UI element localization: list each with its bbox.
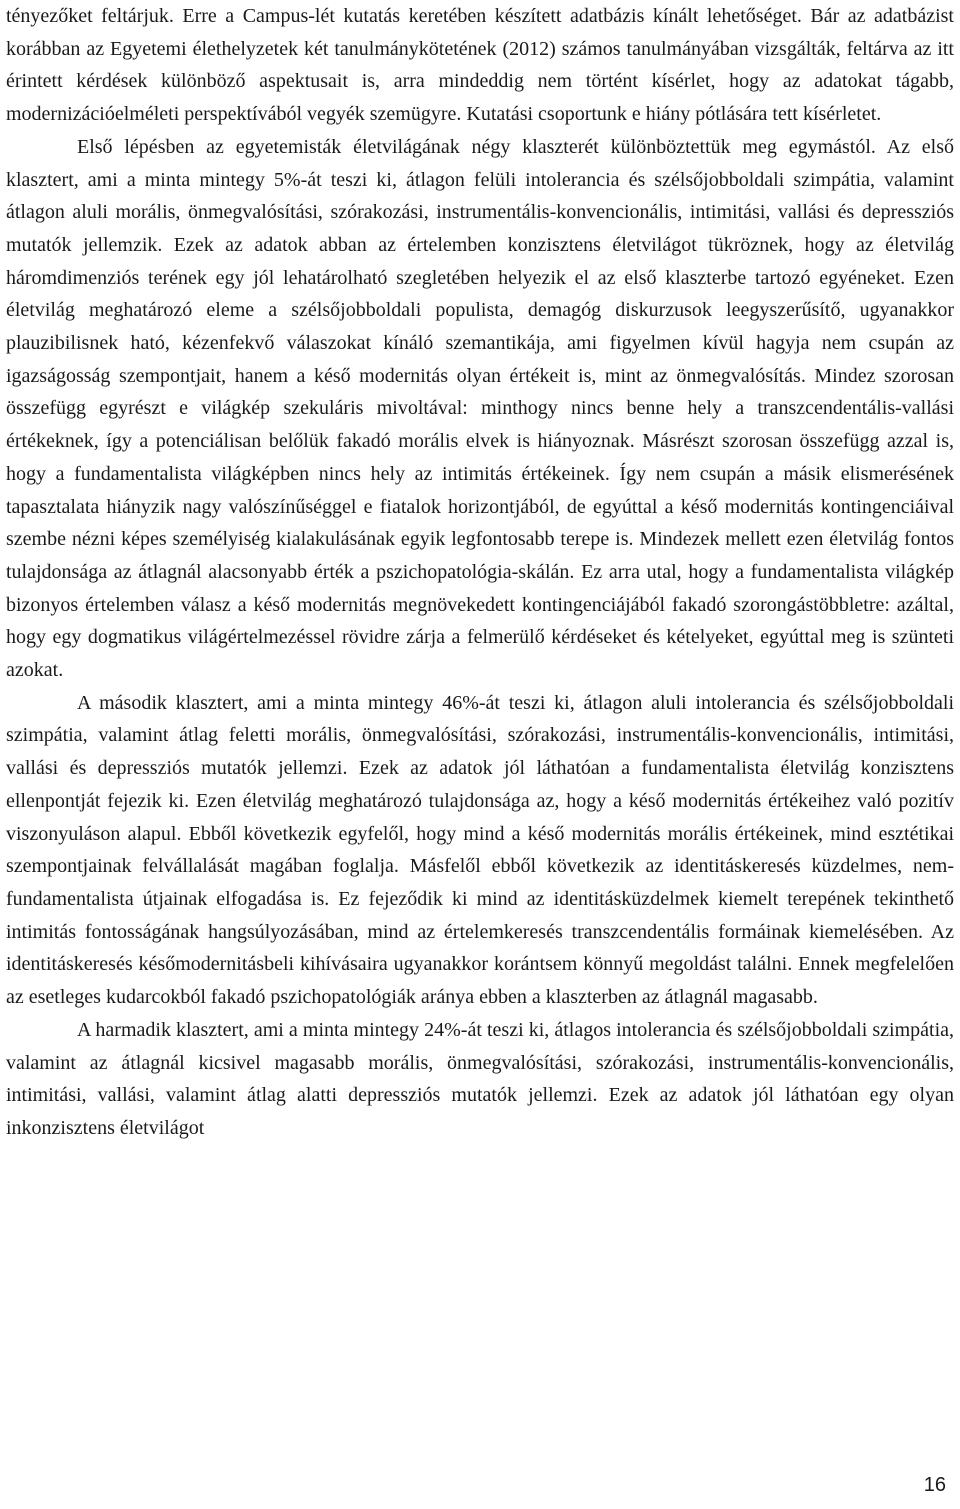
paragraph-second-cluster: A második klasztert, ami a minta mintegy 46%-át teszi ki, átlagon aluli intolerancia és szélsőjobboldali szimpátia, valamint átlag feletti morális, önmegvalósítási, szórakozási, instrumentális-konvencionális, intimitási, vallási és depressziós mutatók jellemzi. Ezek az adatok jól láthatóan a fundamentalista életvilág konzisztens ellenpontját fejezik ki. Ezen életvilág meghatározó tulajdonsága az, hogy a késő modernitás értékeihez való pozitív viszonyuláson alapul. Ebből következik egyfelől, hogy mind a késő modernitás morális értékeinek, mind esztétikai szempontjainak felvállalását magában foglalja. Másfelől ebből következik az identitáskeresés küzdelmes, nem-fundamentalista útjainak elfogadása is. Ez fejeződik ki mind az identitásküzdelmek kiemelt terepének tekinthető intimitás fontosságának hangsúlyozásában, mind az értelemkeresés transzcendentális formáinak kiemelésében. Az identitáskeresés későmodernitásbeli kihívásaira ugyanakkor korántsem könnyű megoldást találni. Ennek megfelelően az esetleges kudarcokból fakadó pszichopatológiák aránya ebben a klaszterben az átlagnál magasabb. [6,691,954,1009]
page-number: 16 [923,1474,946,1496]
paragraph-intro-continuation: tényezőket feltárjuk. Erre a Campus-lét kutatás keretében készített adatbázis kínált lehetőséget. Bár az adatbázist korábban az Egyetemi élethelyzetek két tanulmánykötetének (2012) számos tanulmányában vizsgálták, feltárva az itt érintett kérdések különböző aspektusait is, arra mindeddig nem történt kísérlet, hogy az adatokat tágabb, modernizációelméleti perspektívából vegyék szemügyre. Kutatási csoportunk e hiány pótlására tett kísérletet. [6,5,954,126]
document-page [6,0,954,1145]
paragraph-third-cluster: A harmadik klasztert, ami a minta mintegy 24%-át teszi ki, átlagos intolerancia és szélsőjobboldali szimpátia, valamint az átlagnál kicsivel magasabb morális, önmegvalósítási, szórakozási, instrumentális-konvencionális, intimitási, vallási, valamint átlag alatti depressziós mutatók jellemzi. Ezek az adatok jól láthatóan egy olyan inkonzisztens életvilágot [6,1018,954,1139]
paragraph-first-cluster: Első lépésben az egyetemisták életvilágának négy klaszterét különböztettük meg egymástól. Az első klasztert, ami a minta mintegy 5%-át teszi ki, átlagon felüli intolerancia és szélsőjobboldali szimpátia, valamint átlagon aluli morális, önmegvalósítási, szórakozási, instrumentális-konvencionális, intimitási, vallási és depressziós mutatók jellemzik. Ezek az adatok abban az értelemben konzisztens életvilágot tükröznek, hogy az életvilág háromdimenziós terének egy jól lehatárolható szegletében helyezik el az első klaszterbe tartozó egyéneket. Ezen életvilág meghatározó eleme a szélsőjobboldali populista, demagóg diskurzusok leegyszerűsítő, ugyanakkor plauzibilisnek ható, kézenfekvő válaszokat kínáló szemantikája, ami figyelmen kívül hagyja nem csupán az igazságosság szempontjait, hanem a késő modernitás olyan értékeit is, mint az önmegvalósítás. Mindez szorosan összefügg egyrészt e világkép szekuláris mivoltával: minthogy nincs benne hely a transzcendentális-vallási értékeknek, így a potenciálisan belőlük fakadó morális elvek is hiányoznak. Másrészt szorosan összefügg azzal is, hogy a fundamentalista világképben nincs hely az intimitás értékeinek. Így nem csupán a másik elismerésének tapasztalata hiányzik nagy valószínűséggel e fiatalok horizontjából, de egyúttal a késő modernitás kontingenciáival szembe nézni képes személyiség kialakulásának egyik legfontosabb terepe is. Mindezek mellett ezen életvilág fontos tulajdonsága az átlagnál alacsonyabb érték a pszichopatológia-skálán. Ez arra utal, hogy a fundamentalista világkép bizonyos értelemben válasz a késő modernitás megnövekedett kontingenciájából fakadó szorongástöbbletre: azáltal, hogy egy dogmatikus világértelmezéssel rövidre zárja a felmerülő kérdéseket és kételyeket, egyúttal meg is szünteti azokat. [6,135,954,682]
